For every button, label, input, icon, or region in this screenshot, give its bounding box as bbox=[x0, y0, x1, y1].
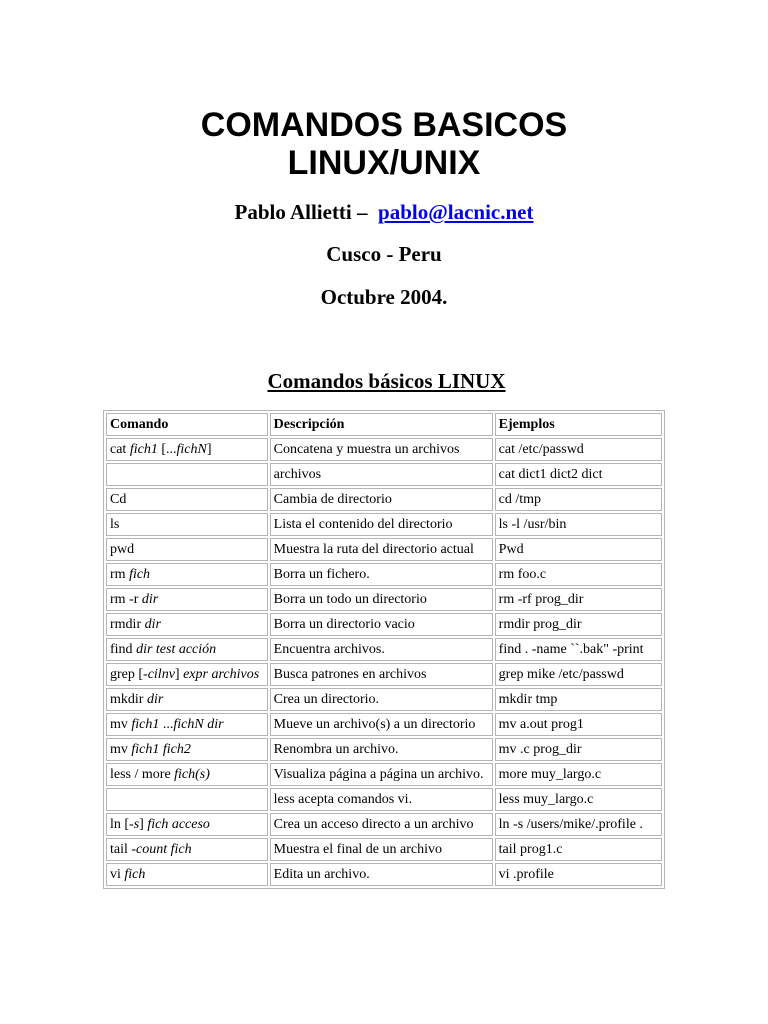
section-title bbox=[0, 367, 768, 395]
section-title-text: Comandos básicos LINUX bbox=[267, 369, 506, 393]
cell-ejemplo: mv .c prog_dir bbox=[495, 738, 662, 761]
cell-ejemplo: mkdir tmp bbox=[495, 688, 662, 711]
cell-comando bbox=[106, 538, 268, 561]
cell-ejemplo: rm -rf prog_dir bbox=[495, 588, 662, 611]
date-text: Octubre 2004. bbox=[320, 285, 448, 309]
author-email-link[interactable]: pablo@lacnic.net bbox=[378, 200, 534, 224]
cell-comando bbox=[106, 813, 268, 836]
command-text: ... bbox=[159, 717, 174, 732]
command-argument: dir test acción bbox=[136, 642, 217, 657]
cell-comando bbox=[106, 463, 268, 486]
table-row bbox=[106, 438, 662, 461]
header-descripcion: Descripción bbox=[270, 413, 493, 436]
cell-descripcion: Cambia de directorio bbox=[270, 488, 493, 511]
cell-comando bbox=[106, 663, 268, 686]
command-text: [... bbox=[157, 442, 177, 457]
cell-ejemplo: less muy_largo.c bbox=[495, 788, 662, 811]
command-text: ] bbox=[206, 442, 212, 457]
cell-descripcion: Encuentra archivos. bbox=[270, 638, 493, 661]
command-text: rm -r bbox=[110, 592, 142, 607]
command-text: tail - bbox=[110, 842, 137, 857]
cell-descripcion: Borra un todo un directorio bbox=[270, 588, 493, 611]
cell-descripcion: Lista el contenido del directorio bbox=[270, 513, 493, 536]
command-text: pwd bbox=[110, 542, 135, 557]
author-name: Pablo Allietti – bbox=[234, 200, 368, 224]
command-text: ] bbox=[139, 817, 148, 832]
cell-comando bbox=[106, 788, 268, 811]
table-row bbox=[106, 788, 662, 811]
table-row bbox=[106, 663, 662, 686]
cell-ejemplo: rm foo.c bbox=[495, 563, 662, 586]
cell-descripcion: Borra un directorio vacio bbox=[270, 613, 493, 636]
table-row bbox=[106, 488, 662, 511]
table-row bbox=[106, 688, 662, 711]
cell-comando bbox=[106, 513, 268, 536]
cell-comando bbox=[106, 613, 268, 636]
command-text: ls bbox=[110, 517, 120, 532]
table-row bbox=[106, 713, 662, 736]
header-comando: Comando bbox=[106, 413, 268, 436]
table-row bbox=[106, 638, 662, 661]
header-ejemplos: Ejemplos bbox=[495, 413, 662, 436]
table-row bbox=[106, 588, 662, 611]
command-text: cat bbox=[110, 442, 130, 457]
cell-ejemplo: more muy_largo.c bbox=[495, 763, 662, 786]
cell-comando bbox=[106, 563, 268, 586]
command-argument: fich bbox=[124, 867, 146, 882]
cell-comando bbox=[106, 763, 268, 786]
command-text: less / more bbox=[110, 767, 175, 782]
document-title-line-1: COMANDOS BASICOS bbox=[200, 106, 568, 144]
command-text: ln [- bbox=[110, 817, 134, 832]
command-text: mv bbox=[110, 717, 132, 732]
command-text: mkdir bbox=[110, 692, 147, 707]
command-argument: fich1 bbox=[129, 442, 158, 457]
cell-descripcion: Muestra el final de un archivo bbox=[270, 838, 493, 861]
command-text: rm bbox=[110, 567, 130, 582]
cell-comando bbox=[106, 588, 268, 611]
command-text: vi bbox=[110, 867, 125, 882]
cell-descripcion: Renombra un archivo. bbox=[270, 738, 493, 761]
table-row bbox=[106, 738, 662, 761]
table-row bbox=[106, 838, 662, 861]
cell-descripcion: Borra un fichero. bbox=[270, 563, 493, 586]
cell-ejemplo: rmdir prog_dir bbox=[495, 613, 662, 636]
command-argument: fich1 bbox=[131, 717, 160, 732]
cell-descripcion: Mueve un archivo(s) a un directorio bbox=[270, 713, 493, 736]
table-header-row bbox=[106, 413, 662, 436]
command-argument: dir bbox=[144, 617, 161, 632]
command-argument: expr archivos bbox=[183, 667, 260, 682]
table-row bbox=[106, 813, 662, 836]
cell-ejemplo: vi .profile bbox=[495, 863, 662, 886]
location-text: Cusco - Peru bbox=[326, 242, 442, 266]
document-title-line-2: LINUX/UNIX bbox=[287, 144, 481, 182]
command-text: Cd bbox=[110, 492, 127, 507]
cell-ejemplo: find . -name ``.bak" -print bbox=[495, 638, 662, 661]
command-text: find bbox=[110, 642, 137, 657]
cell-descripcion: Muestra la ruta del directorio actual bbox=[270, 538, 493, 561]
cell-ejemplo: tail prog1.c bbox=[495, 838, 662, 861]
table-body bbox=[106, 438, 662, 886]
cell-comando bbox=[106, 713, 268, 736]
cell-ejemplo: cd /tmp bbox=[495, 488, 662, 511]
cell-descripcion: Crea un directorio. bbox=[270, 688, 493, 711]
table-row bbox=[106, 538, 662, 561]
command-text: ] bbox=[174, 667, 184, 682]
command-argument: dir bbox=[146, 692, 164, 707]
command-text: grep [- bbox=[110, 667, 148, 682]
cell-descripcion: Edita un archivo. bbox=[270, 863, 493, 886]
cell-ejemplo: mv a.out prog1 bbox=[495, 713, 662, 736]
table-row bbox=[106, 613, 662, 636]
cell-descripcion: Concatena y muestra un archivos bbox=[270, 438, 493, 461]
table-row bbox=[106, 463, 662, 486]
command-argument: cilnv bbox=[147, 667, 175, 682]
cell-ejemplo: cat dict1 dict2 dict bbox=[495, 463, 662, 486]
author-line bbox=[0, 198, 768, 226]
cell-descripcion: archivos bbox=[270, 463, 493, 486]
cell-comando bbox=[106, 738, 268, 761]
command-argument: count fich bbox=[136, 842, 192, 857]
cell-comando bbox=[106, 488, 268, 511]
cell-comando bbox=[106, 863, 268, 886]
command-argument: dir bbox=[141, 592, 159, 607]
command-argument: fich acceso bbox=[147, 817, 210, 832]
table-row bbox=[106, 863, 662, 886]
table-row bbox=[106, 513, 662, 536]
command-argument: fichN bbox=[176, 442, 207, 457]
table-row bbox=[106, 763, 662, 786]
cell-comando bbox=[106, 638, 268, 661]
cell-descripcion: Crea un acceso directo a un archivo bbox=[270, 813, 493, 836]
cell-comando bbox=[106, 838, 268, 861]
cell-ejemplo: Pwd bbox=[495, 538, 662, 561]
table-row bbox=[106, 563, 662, 586]
cell-descripcion: Busca patrones en archivos bbox=[270, 663, 493, 686]
cell-comando bbox=[106, 688, 268, 711]
command-argument: fich bbox=[129, 567, 151, 582]
cell-descripcion: less acepta comandos vi. bbox=[270, 788, 493, 811]
cell-ejemplo: ln -s /users/mike/.profile . bbox=[495, 813, 662, 836]
cell-ejemplo: grep mike /etc/passwd bbox=[495, 663, 662, 686]
commands-table bbox=[103, 410, 665, 889]
cell-comando bbox=[106, 438, 268, 461]
command-text: rmdir bbox=[110, 617, 145, 632]
command-argument: s bbox=[133, 817, 140, 832]
cell-descripcion: Visualiza página a página un archivo. bbox=[270, 763, 493, 786]
command-argument: fich1 fich2 bbox=[131, 742, 191, 757]
command-argument: fich(s) bbox=[174, 767, 210, 782]
cell-ejemplo: ls -l /usr/bin bbox=[495, 513, 662, 536]
cell-ejemplo: cat /etc/passwd bbox=[495, 438, 662, 461]
command-text: mv bbox=[110, 742, 132, 757]
command-argument: fichN dir bbox=[173, 717, 224, 732]
